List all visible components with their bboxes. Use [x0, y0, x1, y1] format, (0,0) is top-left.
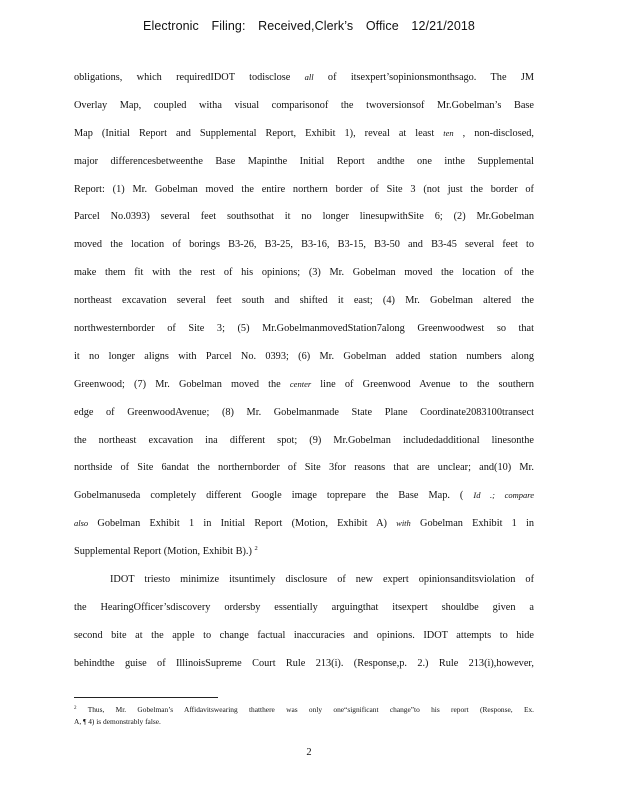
- text-segment: , non-disclosed,: [453, 127, 534, 139]
- text-segment: major differencesbetweenthe Base Mapinthe Initial Report andthe one inthe Supplemental: [74, 155, 534, 167]
- italic-text: Id .; compare: [473, 490, 534, 501]
- text-segment: Report: (1) Mr. Gobelman moved the entire northern border of Site 3 (not just the border of: [74, 183, 534, 195]
- italic-text: also: [74, 518, 89, 529]
- footnote-line: A, ¶ 4) is demonstrably false.: [74, 716, 161, 726]
- text-line: [74, 203, 534, 231]
- text-segment: obligations, which requiredIDOT todisclose: [74, 72, 305, 83]
- text-segment: the northeast excavation ina different spot; (9) Mr.Gobelman includedadditional linesonthe: [74, 434, 534, 446]
- text-segment: IDOT triesto minimize itsuntimely disclosure of new expert opinionsanditsviolation of: [110, 574, 534, 586]
- text-segment: Map (Initial Report and Supplemental Report, Exhibit 1), reveal at least: [74, 127, 444, 139]
- text-line: [74, 92, 534, 120]
- italic-text: center: [289, 378, 312, 389]
- italic-text: ten: [443, 127, 454, 138]
- text-line: [74, 315, 534, 343]
- text-segment: of itsexpert’sopinionsmonthsago. The JM: [313, 72, 534, 83]
- text-line: [74, 64, 534, 92]
- footnote-separator: [74, 697, 218, 698]
- text-segment: northeast excavation several feet south and shifted it east; (4) Mr. Gobelman altered the: [74, 295, 534, 307]
- body-text: [74, 64, 534, 678]
- text-line: [74, 454, 534, 482]
- text-segment: Gobelmanuseda completely different Google image toprepare the Base Map. (: [74, 490, 474, 502]
- italic-text: with: [396, 518, 411, 529]
- text-line: [74, 148, 534, 176]
- text-segment: Greenwood; (7) Mr. Gobelman moved the: [74, 378, 290, 390]
- footnote-number: 2: [74, 706, 77, 711]
- footnote-reference: 2: [254, 545, 258, 553]
- text-segment: it no longer aligns with Parcel No. 0393; (6) Mr. Gobelman added station numbers along: [74, 350, 534, 362]
- footnote-text: Thus, Mr. Gobelman’s Affidavitswearing thatthere was only one“significant change”to his report (Response, Ex.: [87, 705, 534, 714]
- text-line: [74, 399, 534, 427]
- text-segment: Supplemental Report (Motion, Exhibit B).): [74, 546, 255, 558]
- electronic-filing-header: Electronic Filing: Received,Clerk’s Office 12/21/2018: [143, 19, 475, 33]
- text-line: [74, 176, 534, 204]
- text-line: [74, 622, 534, 650]
- text-segment: make them fit with the rest of his opinions; (3) Mr. Gobelman moved the location of the: [74, 267, 534, 279]
- italic-text: all: [304, 72, 314, 82]
- text-line: [74, 538, 534, 566]
- footnote: [74, 703, 534, 728]
- text-segment: line of Greenwood Avenue to the southern: [311, 378, 535, 390]
- text-line: [74, 650, 534, 678]
- text-segment: moved the location of borings B3-26, B3-25, B3-16, B3-15, B3-50 and B3-45 several feet to: [74, 239, 534, 251]
- text-segment: second bite at the apple to change factual inaccuracies and opinions. IDOT attempts to hide: [74, 629, 534, 641]
- text-line: [74, 371, 534, 399]
- text-line: [74, 482, 534, 510]
- text-segment: behindthe guise of IllinoisSupreme Court Rule 213(i). (Response,p. 2.) Rule 213(i),however,: [74, 657, 534, 669]
- text-line: [74, 231, 534, 259]
- text-segment: Gobelman Exhibit 1 in Initial Report (Motion, Exhibit A): [88, 518, 397, 530]
- footnote-line: [74, 703, 534, 716]
- text-line: [74, 594, 534, 622]
- text-segment: Overlay Map, coupled witha visual comparisonof the twoversionsof Mr.Gobelman’s Base: [74, 99, 534, 111]
- text-line: [74, 566, 534, 594]
- text-line: [74, 259, 534, 287]
- text-segment: edge of GreenwoodAvenue; (8) Mr. Gobelmanmade State Plane Coordinate2083100transect: [74, 406, 534, 418]
- text-segment: Parcel No.0393) several feet southsothat it no longer linesupwithSite 6; (2) Mr.Gobelman: [74, 211, 534, 223]
- page-number: 2: [306, 747, 312, 758]
- text-line: [74, 427, 534, 455]
- text-line: [74, 510, 534, 538]
- text-line: [74, 343, 534, 371]
- text-segment: northwesternborder of Site 3; (5) Mr.GobelmanmovedStation7along Greenwoodwest so that: [74, 323, 534, 335]
- text-segment: northside of Site 6andat the northernborder of Site 3for reasons that are unclear; and(10) Mr.: [74, 462, 534, 474]
- text-line: [74, 120, 534, 148]
- text-segment: Gobelman Exhibit 1 in: [410, 518, 534, 530]
- text-segment: the HearingOfficer’sdiscovery ordersby essentially arguingthat itsexpert shouldbe given a: [74, 601, 534, 613]
- text-line: [74, 287, 534, 315]
